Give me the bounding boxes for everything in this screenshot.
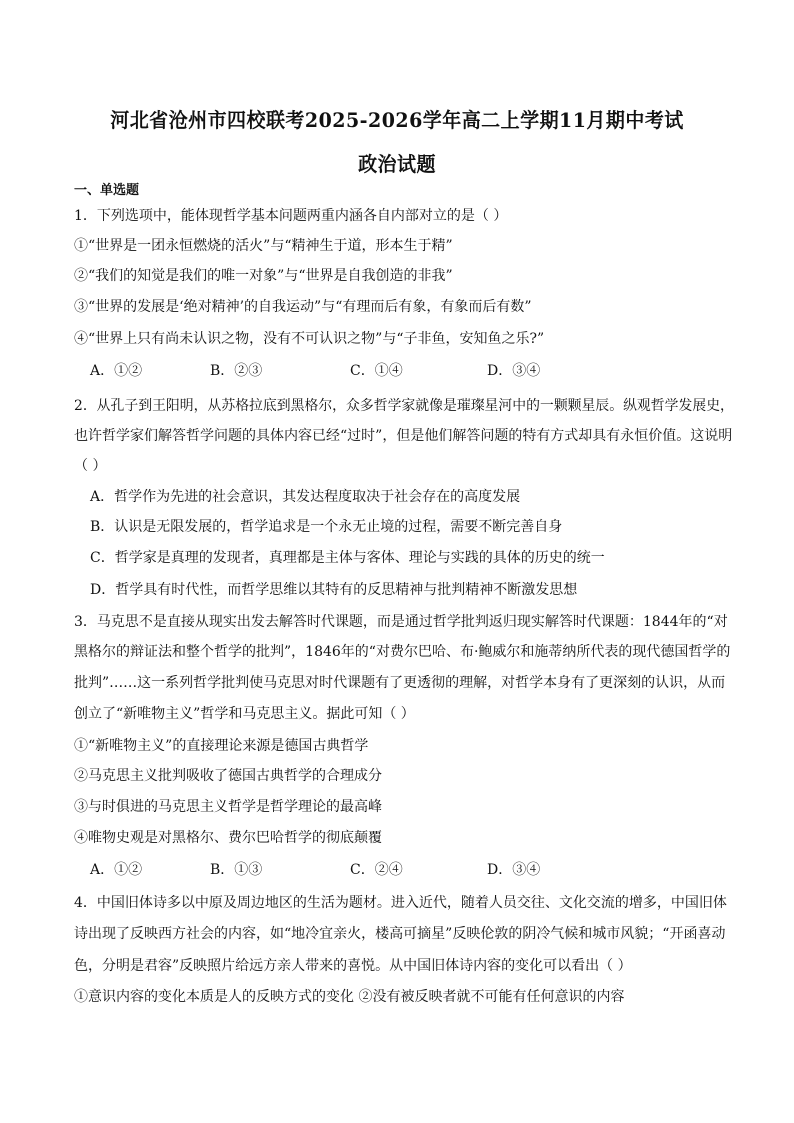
question-4-stem-line-2: 诗出现了反映西方社会的内容，如“地冷宜亲火，楼高可摘星”反映伦敦的阴冷气候和城市风貌；“开函喜动 [74, 926, 726, 942]
question-4-stem-line-3: 色，分明是君容”反映照片给远方亲人带来的喜悦。从中国旧体诗内容的变化可以看出（ ） [74, 958, 632, 974]
exam-subtitle: 政治试题 [358, 152, 436, 176]
section-heading: 一、单选题 [74, 183, 140, 198]
question-2-option-c[interactable]: C．哲学家是真理的发现者，真理都是主体与客体、理论与实践的具体的历史的统一 [90, 550, 605, 566]
question-3-stem-line-1: 3．马克思不是直接从现实出发去解答时代课题，而是通过哲学批判返归现实解答时代课题：1844年的“对 [74, 614, 728, 630]
choice-c[interactable]: C．①④ [350, 363, 403, 379]
question-3-stem-line-4: 创立了“新唯物主义”哲学和马克思主义。据此可知（ ） [74, 706, 415, 722]
question-3-item-3: ③与时俱进的马克思主义哲学是哲学理论的最高峰 [74, 799, 382, 815]
question-2-stem-line-1: 2．从孔子到王阳明，从苏格拉底到黑格尔，众多哲学家就像是璀璨星河中的一颗颗星辰。纵观哲学发展史， [74, 398, 734, 414]
question-1-item-1: ①“世界是一团永恒燃烧的活火”与“精神生于道，形本生于精” [74, 238, 453, 254]
choice-b[interactable]: B．①③ [210, 862, 263, 878]
question-3-stem-line-2: 黑格尔的辩证法和整个哲学的批判”，1846年的“对费尔巴哈、布·鲍威尔和施蒂纳所代表的现代德国哲学的 [74, 644, 731, 660]
question-1-stem: 1．下列选项中，能体现哲学基本问题两重内涵各自内部对立的是（ ） [74, 208, 508, 224]
question-3-item-2: ②马克思主义批判吸收了德国古典哲学的合理成分 [74, 768, 382, 784]
question-3-stem-line-3: 批判”……这一系列哲学批判使马克思对时代课题有了更透彻的理解，对哲学本身有了更深刻的认识，从而 [74, 675, 726, 691]
choice-a[interactable]: A．①② [90, 363, 143, 379]
question-4-items-line: ①意识内容的变化本质是人的反映方式的变化 ②没有被反映者就不可能有任何意识的内容 [74, 989, 625, 1005]
choice-d[interactable]: D．③④ [487, 363, 541, 379]
question-3-item-4: ④唯物史观是对黑格尔、费尔巴哈哲学的彻底颠覆 [74, 830, 382, 846]
question-2-option-d[interactable]: D．哲学具有时代性，而哲学思维以其特有的反思精神与批判精神不断激发思想 [90, 582, 578, 598]
question-2-stem-line-2: 也许哲学家们解答哲学问题的具体内容已经“过时”，但是他们解答问题的特有方式却具有永恒价值。这说明 [74, 428, 733, 444]
question-1-item-4: ④“世界上只有尚未认识之物，没有不可认识之物”与“子非鱼，安知鱼之乐?” [74, 331, 545, 347]
question-4-stem-line-1: 4．中国旧体诗多以中原及周边地区的生活为题材。进入近代，随着人员交往、文化交流的增多，中国旧体 [74, 895, 727, 911]
question-2-option-b[interactable]: B．认识是无限发展的，哲学追求是一个永无止境的过程，需要不断完善自身 [90, 519, 563, 535]
question-1-item-3: ③“世界的发展是‘绝对精神’的自我运动”与“有理而后有象，有象而后有数” [74, 299, 532, 315]
question-2-option-a[interactable]: A．哲学作为先进的社会意识，其发达程度取决于社会存在的高度发展 [90, 489, 521, 505]
choice-c[interactable]: C．②④ [350, 862, 403, 878]
question-1-item-2: ②“我们的知觉是我们的唯一对象”与“世界是自我创造的非我” [74, 268, 453, 284]
exam-title: 河北省沧州市四校联考2025-2026学年高二上学期11月期中考试 [110, 108, 684, 132]
question-2-stem-line-3: （ ） [74, 458, 107, 474]
choice-d[interactable]: D．③④ [487, 862, 541, 878]
choice-b[interactable]: B．②③ [210, 363, 263, 379]
choice-a[interactable]: A．①② [90, 862, 143, 878]
question-3-item-1: ①“新唯物主义”的直接理论来源是德国古典哲学 [74, 738, 369, 754]
